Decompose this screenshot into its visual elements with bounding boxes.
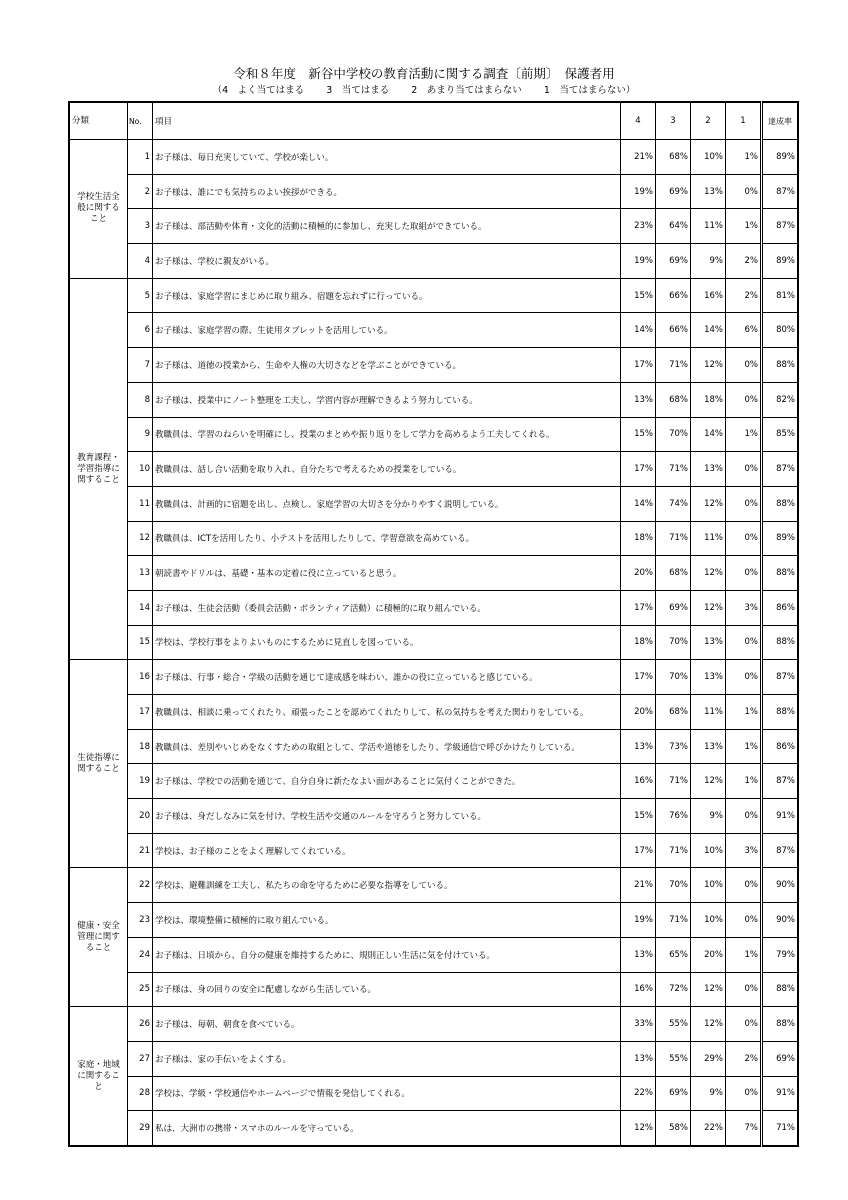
achievement-rate: 90% (762, 903, 799, 938)
rating-2-percent: 29% (691, 1041, 726, 1076)
row-number: 9 (128, 417, 153, 452)
achievement-rate: 88% (762, 348, 799, 383)
table-row (69, 382, 798, 417)
rating-4-percent: 16% (621, 764, 656, 799)
rating-3-percent: 70% (656, 660, 691, 695)
achievement-rate: 87% (762, 174, 799, 209)
survey-item-text: お子様は、毎日充実していて、学校が楽しい。 (153, 140, 621, 175)
rating-2-percent: 10% (691, 833, 726, 868)
rating-3-percent: 70% (656, 417, 691, 452)
achievement-rate: 86% (762, 590, 799, 625)
rating-2-percent: 13% (691, 452, 726, 487)
achievement-rate: 81% (762, 278, 799, 313)
rating-4-percent: 23% (621, 209, 656, 244)
rating-2-percent: 12% (691, 972, 726, 1007)
survey-item-text: 教職員は、差別やいじめをなくすための取組として、学活や道徳をしたり、学級通信で呼びかけたりしている。 (153, 729, 621, 764)
rating-1-percent: 0% (726, 868, 762, 903)
rating-1-percent: 3% (726, 833, 762, 868)
table-row (69, 660, 798, 695)
survey-item-text: お子様は、授業中にノート整理を工夫し、学習内容が理解できるよう努力している。 (153, 382, 621, 417)
row-number: 13 (128, 556, 153, 591)
achievement-rate: 87% (762, 833, 799, 868)
rating-3-percent: 64% (656, 209, 691, 244)
achievement-rate: 88% (762, 625, 799, 660)
rating-3-percent: 76% (656, 799, 691, 834)
table-row (69, 868, 798, 903)
achievement-rate: 87% (762, 764, 799, 799)
row-number: 14 (128, 590, 153, 625)
row-number: 8 (128, 382, 153, 417)
row-number: 27 (128, 1041, 153, 1076)
rating-1-percent: 1% (726, 937, 762, 972)
rating-2-percent: 14% (691, 417, 726, 452)
table-row (69, 1007, 798, 1042)
rating-4-percent: 17% (621, 452, 656, 487)
achievement-rate: 88% (762, 556, 799, 591)
rating-2-percent: 13% (691, 174, 726, 209)
table-header (69, 102, 798, 140)
achievement-rate: 88% (762, 972, 799, 1007)
rating-1-percent: 0% (726, 452, 762, 487)
category-label: 学校生活全般に関すること (77, 192, 120, 225)
row-number: 11 (128, 486, 153, 521)
row-number: 19 (128, 764, 153, 799)
rating-2-percent: 16% (691, 278, 726, 313)
rating-1-percent: 1% (726, 729, 762, 764)
rating-3-percent: 68% (656, 382, 691, 417)
row-number: 12 (128, 521, 153, 556)
rating-4-percent: 17% (621, 590, 656, 625)
table-row (69, 521, 798, 556)
achievement-rate: 87% (762, 209, 799, 244)
table-row (69, 174, 798, 209)
row-number: 21 (128, 833, 153, 868)
achievement-rate: 89% (762, 140, 799, 175)
row-number: 10 (128, 452, 153, 487)
rating-1-percent: 0% (726, 903, 762, 938)
rating-2-percent: 13% (691, 625, 726, 660)
rating-2-percent: 12% (691, 348, 726, 383)
table-row (69, 903, 798, 938)
rating-1-percent: 0% (726, 556, 762, 591)
rating-4-percent: 12% (621, 1111, 656, 1146)
category-label: 健康・安全管理に関すること (77, 920, 120, 953)
rating-2-percent: 12% (691, 764, 726, 799)
table-body (69, 140, 798, 1146)
rating-1-percent: 0% (726, 348, 762, 383)
rating-2-percent: 20% (691, 937, 726, 972)
rating-2-percent: 9% (691, 1076, 726, 1111)
rating-2-percent: 18% (691, 382, 726, 417)
table-row (69, 729, 798, 764)
survey-item-text: お子様は、学校での活動を通じて、自分自身に新たなよい面があることに気付くことができた。 (153, 764, 621, 799)
header-no: No. (128, 102, 153, 140)
rating-1-percent: 2% (726, 278, 762, 313)
rating-3-percent: 73% (656, 729, 691, 764)
rating-1-percent: 0% (726, 486, 762, 521)
row-number: 5 (128, 278, 153, 313)
header-item: 項目 (153, 102, 621, 140)
rating-2-percent: 9% (691, 799, 726, 834)
row-number: 24 (128, 937, 153, 972)
rating-1-percent: 6% (726, 313, 762, 348)
achievement-rate: 86% (762, 729, 799, 764)
header-rating-2: 2 (691, 102, 726, 140)
rating-4-percent: 17% (621, 660, 656, 695)
rating-3-percent: 55% (656, 1007, 691, 1042)
rating-2-percent: 13% (691, 660, 726, 695)
survey-item-text: 学校は、学校行事をよりよいものにするために見直しを図っている。 (153, 625, 621, 660)
survey-item-text: お子様は、道徳の授業から、生命や人権の大切さなどを学ぶことができている。 (153, 348, 621, 383)
survey-item-text: 教職員は、学習のねらいを明確にし、授業のまとめや振り返りをして学力を高めるよう工夫してくれる。 (153, 417, 621, 452)
rating-3-percent: 68% (656, 556, 691, 591)
survey-item-text: 教職員は、相談に乗ってくれたり、頑張ったことを認めてくれたりして、私の気持ちを考えた関わりをしている。 (153, 695, 621, 730)
rating-2-percent: 11% (691, 521, 726, 556)
achievement-rate: 88% (762, 1007, 799, 1042)
rating-1-percent: 7% (726, 1111, 762, 1146)
table-row (69, 348, 798, 383)
rating-3-percent: 68% (656, 140, 691, 175)
table-row (69, 486, 798, 521)
survey-item-text: お子様は、家の手伝いをよくする。 (153, 1041, 621, 1076)
table-row (69, 209, 798, 244)
row-number: 29 (128, 1111, 153, 1146)
rating-3-percent: 69% (656, 1076, 691, 1111)
rating-2-percent: 12% (691, 556, 726, 591)
table-row (69, 972, 798, 1007)
rating-2-percent: 10% (691, 868, 726, 903)
survey-item-text: お子様は、家庭学習の際、生徒用タブレットを活用している。 (153, 313, 621, 348)
table-row (69, 278, 798, 313)
rating-4-percent: 19% (621, 244, 656, 279)
achievement-rate: 85% (762, 417, 799, 452)
rating-1-percent: 0% (726, 521, 762, 556)
rating-1-percent: 1% (726, 417, 762, 452)
category-label: 生徒指導に関すること (77, 752, 120, 774)
rating-3-percent: 68% (656, 695, 691, 730)
rating-4-percent: 18% (621, 625, 656, 660)
rating-2-percent: 10% (691, 903, 726, 938)
rating-4-percent: 19% (621, 903, 656, 938)
category-label: 教育課程・学習指導に関すること (77, 452, 120, 485)
survey-item-text: 学校は、避難訓練を工夫し、私たちの命を守るために必要な指導をしている。 (153, 868, 621, 903)
rating-2-percent: 12% (691, 1007, 726, 1042)
rating-4-percent: 21% (621, 868, 656, 903)
rating-1-percent: 2% (726, 1041, 762, 1076)
survey-item-text: 教職員は、話し合い活動を取り入れ、自分たちで考えるための授業をしている。 (153, 452, 621, 487)
row-number: 23 (128, 903, 153, 938)
header-achievement-rate: 達成率 (762, 102, 799, 140)
rating-2-percent: 11% (691, 209, 726, 244)
survey-item-text: お子様は、身の回りの安全に配慮しながら生活している。 (153, 972, 621, 1007)
rating-4-percent: 13% (621, 1041, 656, 1076)
category-label: 家庭・地域に関すること (77, 1059, 120, 1092)
table-row (69, 695, 798, 730)
rating-2-percent: 12% (691, 486, 726, 521)
survey-item-text: 学校は、お子様のことをよく理解してくれている。 (153, 833, 621, 868)
row-number: 17 (128, 695, 153, 730)
rating-1-percent: 1% (726, 209, 762, 244)
rating-4-percent: 20% (621, 695, 656, 730)
achievement-rate: 89% (762, 244, 799, 279)
rating-4-percent: 13% (621, 937, 656, 972)
rating-2-percent: 22% (691, 1111, 726, 1146)
header-rating-3: 3 (656, 102, 691, 140)
survey-item-text: 朝読書やドリルは、基礎・基本の定着に役に立っていると思う。 (153, 556, 621, 591)
survey-item-text: お子様は、学校に親友がいる。 (153, 244, 621, 279)
row-number: 3 (128, 209, 153, 244)
rating-3-percent: 71% (656, 833, 691, 868)
rating-2-percent: 11% (691, 695, 726, 730)
row-number: 26 (128, 1007, 153, 1042)
rating-3-percent: 71% (656, 348, 691, 383)
achievement-rate: 69% (762, 1041, 799, 1076)
rating-2-percent: 9% (691, 244, 726, 279)
achievement-rate: 87% (762, 452, 799, 487)
achievement-rate: 90% (762, 868, 799, 903)
rating-4-percent: 18% (621, 521, 656, 556)
rating-1-percent: 1% (726, 695, 762, 730)
row-number: 20 (128, 799, 153, 834)
table-row (69, 1041, 798, 1076)
table-row (69, 244, 798, 279)
survey-item-text: 教職員は、計画的に宿題を出し、点検し、家庭学習の大切さを分かりやすく説明している。 (153, 486, 621, 521)
rating-4-percent: 15% (621, 278, 656, 313)
rating-1-percent: 0% (726, 799, 762, 834)
rating-4-percent: 14% (621, 313, 656, 348)
table-row (69, 799, 798, 834)
header-row (69, 102, 798, 140)
row-number: 7 (128, 348, 153, 383)
rating-1-percent: 3% (726, 590, 762, 625)
row-number: 1 (128, 140, 153, 175)
rating-3-percent: 70% (656, 868, 691, 903)
rating-3-percent: 66% (656, 278, 691, 313)
survey-item-text: 学校は、学級・学校通信やホームページで情報を発信してくれる。 (153, 1076, 621, 1111)
rating-1-percent: 0% (726, 382, 762, 417)
rating-1-percent: 1% (726, 140, 762, 175)
achievement-rate: 80% (762, 313, 799, 348)
rating-4-percent: 33% (621, 1007, 656, 1042)
rating-4-percent: 21% (621, 140, 656, 175)
survey-item-text: お子様は、日頃から、自分の健康を維持するために、規則正しい生活に気を付けている。 (153, 937, 621, 972)
survey-item-text: お子様は、部活動や体育・文化的活動に積極的に参加し、充実した取組ができている。 (153, 209, 621, 244)
header-category: 分類 (69, 102, 128, 140)
rating-4-percent: 13% (621, 729, 656, 764)
table-row (69, 833, 798, 868)
row-number: 16 (128, 660, 153, 695)
table-row (69, 1111, 798, 1146)
row-number: 25 (128, 972, 153, 1007)
survey-table (68, 101, 799, 1147)
rating-4-percent: 16% (621, 972, 656, 1007)
table-row (69, 1076, 798, 1111)
rating-4-percent: 19% (621, 174, 656, 209)
achievement-rate: 91% (762, 799, 799, 834)
achievement-rate: 88% (762, 695, 799, 730)
survey-item-text: お子様は、誰にでも気持ちのよい挨拶ができる。 (153, 174, 621, 209)
header-rating-1: 1 (726, 102, 762, 140)
table-row (69, 417, 798, 452)
rating-4-percent: 14% (621, 486, 656, 521)
category-cell (69, 868, 128, 1007)
survey-item-text: お子様は、生徒会活動（委員会活動・ボランティア活動）に積極的に取り組んでいる。 (153, 590, 621, 625)
rating-1-percent: 0% (726, 660, 762, 695)
achievement-rate: 71% (762, 1111, 799, 1146)
rating-3-percent: 74% (656, 486, 691, 521)
rating-1-percent: 2% (726, 244, 762, 279)
survey-item-text: お子様は、毎朝、朝食を食べている。 (153, 1007, 621, 1042)
table-row (69, 556, 798, 591)
rating-1-percent: 0% (726, 1007, 762, 1042)
rating-3-percent: 69% (656, 590, 691, 625)
rating-3-percent: 65% (656, 937, 691, 972)
rating-4-percent: 20% (621, 556, 656, 591)
rating-3-percent: 71% (656, 452, 691, 487)
rating-1-percent: 0% (726, 174, 762, 209)
row-number: 28 (128, 1076, 153, 1111)
rating-4-percent: 13% (621, 382, 656, 417)
table-row (69, 625, 798, 660)
survey-item-text: お子様は、家庭学習にまじめに取り組み、宿題を忘れずに行っている。 (153, 278, 621, 313)
header-rating-4: 4 (621, 102, 656, 140)
survey-item-text: お子様は、身だしなみに気を付け、学校生活や交通のルールを守ろうと努力している。 (153, 799, 621, 834)
category-cell (69, 278, 128, 660)
rating-3-percent: 71% (656, 764, 691, 799)
row-number: 2 (128, 174, 153, 209)
achievement-rate: 82% (762, 382, 799, 417)
table-row (69, 140, 798, 175)
table-row (69, 313, 798, 348)
rating-3-percent: 69% (656, 244, 691, 279)
achievement-rate: 91% (762, 1076, 799, 1111)
row-number: 15 (128, 625, 153, 660)
table-row (69, 764, 798, 799)
rating-3-percent: 55% (656, 1041, 691, 1076)
row-number: 6 (128, 313, 153, 348)
rating-1-percent: 0% (726, 1076, 762, 1111)
category-cell (69, 660, 128, 868)
table-row (69, 590, 798, 625)
survey-item-text: 教職員は、ICTを活用したり、小テストを活用したりして、学習意欲を高めている。 (153, 521, 621, 556)
row-number: 18 (128, 729, 153, 764)
survey-item-text: 学校は、環境整備に積極的に取り組んでいる。 (153, 903, 621, 938)
rating-4-percent: 22% (621, 1076, 656, 1111)
category-cell (69, 1007, 128, 1146)
rating-4-percent: 17% (621, 348, 656, 383)
rating-3-percent: 71% (656, 521, 691, 556)
survey-item-text: お子様は、行事・総合・学級の活動を通じて達成感を味わい、誰かの役に立っていると感じている。 (153, 660, 621, 695)
rating-3-percent: 66% (656, 313, 691, 348)
page-title: 令和８年度 新谷中学校の教育活動に関する調査〔前期〕 保護者用 (233, 66, 615, 81)
rating-1-percent: 0% (726, 972, 762, 1007)
achievement-rate: 89% (762, 521, 799, 556)
rating-3-percent: 71% (656, 903, 691, 938)
survey-item-text: 私は、大洲市の携帯・スマホのルールを守っている。 (153, 1111, 621, 1146)
rating-legend: （4 よく当てはまる 3 当てはまる 2 あまり当てはまらない 1 当てはまらない） (212, 85, 636, 96)
rating-4-percent: 15% (621, 417, 656, 452)
rating-2-percent: 13% (691, 729, 726, 764)
row-number: 22 (128, 868, 153, 903)
category-cell (69, 140, 128, 279)
rating-3-percent: 72% (656, 972, 691, 1007)
rating-2-percent: 10% (691, 140, 726, 175)
rating-4-percent: 15% (621, 799, 656, 834)
achievement-rate: 88% (762, 486, 799, 521)
achievement-rate: 87% (762, 660, 799, 695)
rating-4-percent: 17% (621, 833, 656, 868)
rating-2-percent: 14% (691, 313, 726, 348)
table-row (69, 452, 798, 487)
rating-1-percent: 1% (726, 764, 762, 799)
table-row (69, 937, 798, 972)
rating-3-percent: 70% (656, 625, 691, 660)
achievement-rate: 79% (762, 937, 799, 972)
rating-2-percent: 12% (691, 590, 726, 625)
rating-3-percent: 69% (656, 174, 691, 209)
rating-1-percent: 0% (726, 625, 762, 660)
row-number: 4 (128, 244, 153, 279)
rating-3-percent: 58% (656, 1111, 691, 1146)
